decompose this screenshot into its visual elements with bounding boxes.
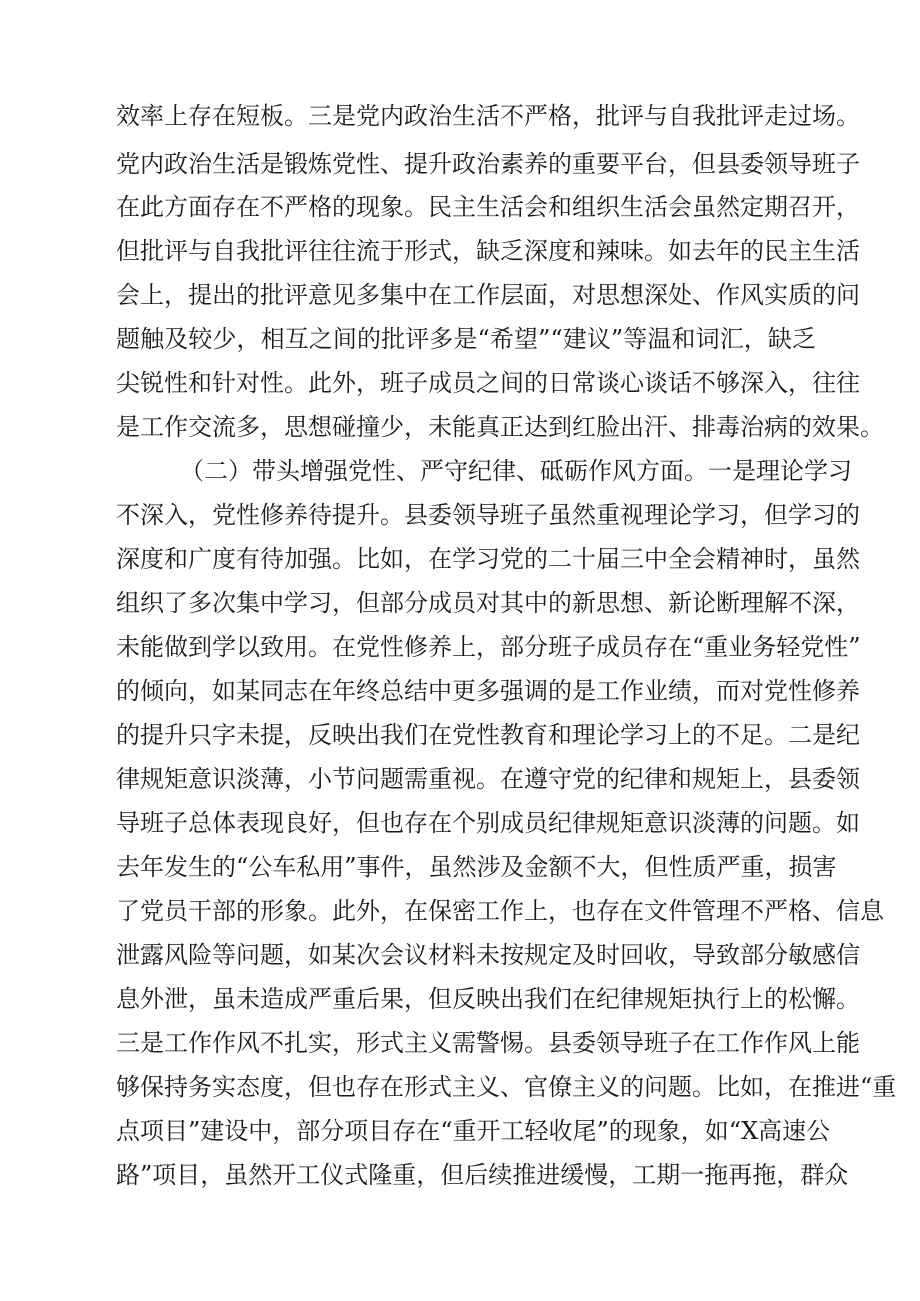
- text-line: 够保持务实态度，但也存在形式主义、官僚主义的问题。比如，在推进“重: [116, 1073, 897, 1101]
- text-line: 了党员干部的形象。此外，在保密工作上，也存在文件管理不严格、信息: [116, 897, 884, 925]
- text-line: 导班子总体表现良好，但也存在个别成员纪律规矩意识淡薄的问题。如: [116, 809, 860, 837]
- text-line: 组织了多次集中学习，但部分成员对其中的新思想、新论断理解不深，: [116, 589, 860, 617]
- text-line: 但批评与自我批评往往流于形式，缺乏深度和辣味。如去年的民主生活: [116, 237, 860, 265]
- text-line: 深度和广度有待加强。比如，在学习党的二十届三中全会精神时，虽然: [116, 545, 860, 573]
- text-line: 点项目”建设中，部分项目存在“重开工轻收尾”的现象，如“X高速公: [116, 1117, 831, 1145]
- text-line: 息外泄，虽未造成严重后果，但反映出我们在纪律规矩执行上的松懈。: [116, 985, 860, 1013]
- section-heading-line: （二）带头增强党性、严守纪律、砥砺作风方面。一是理论学习: [180, 457, 852, 485]
- text-line: 泄露风险等问题，如某次会议材料未按规定及时回收，导致部分敏感信: [116, 941, 860, 969]
- text-line: 的倾向，如某同志在年终总结中更多强调的是工作业绩，而对党性修养: [116, 677, 860, 705]
- text-line: 效率上存在短板。三是党内政治生活不严格，批评与自我批评走过场。: [116, 102, 860, 130]
- text-line: 的提升只字未提，反映出我们在党性教育和理论学习上的不足。二是纪: [116, 721, 860, 749]
- text-line: 去年发生的“公车私用”事件，虽然涉及金额不大，但性质严重，损害: [116, 853, 837, 881]
- text-line: 律规矩意识淡薄，小节问题需重视。在遵守党的纪律和规矩上，县委领: [116, 765, 860, 793]
- text-line: 三是工作作风不扎实，形式主义需警惕。县委领导班子在工作作风上能: [116, 1029, 860, 1057]
- text-line: 党内政治生活是锻炼党性、提升政治素养的重要平台，但县委领导班子: [116, 150, 860, 178]
- text-line: 路”项目，虽然开工仪式隆重，但后续推进缓慢，工期一拖再拖，群众: [116, 1161, 849, 1189]
- text-line: 是工作交流多，思想碰撞少，未能真正达到红脸出汗、排毒治病的效果。: [116, 413, 884, 441]
- text-line: 题触及较少，相互之间的批评多是“希望”“建议”等温和词汇，缺乏: [116, 325, 816, 353]
- text-line: 未能做到学以致用。在党性修养上，部分班子成员存在“重业务轻党性”: [116, 633, 861, 661]
- text-line: 在此方面存在不严格的现象。民主生活会和组织生活会虽然定期召开，: [116, 193, 860, 221]
- text-line: 会上，提出的批评意见多集中在工作层面，对思想深处、作风实质的问: [116, 281, 860, 309]
- text-line: 不深入，党性修养待提升。县委领导班子虽然重视理论学习，但学习的: [116, 501, 860, 529]
- text-line: 尖锐性和针对性。此外，班子成员之间的日常谈心谈话不够深入，往往: [116, 369, 860, 397]
